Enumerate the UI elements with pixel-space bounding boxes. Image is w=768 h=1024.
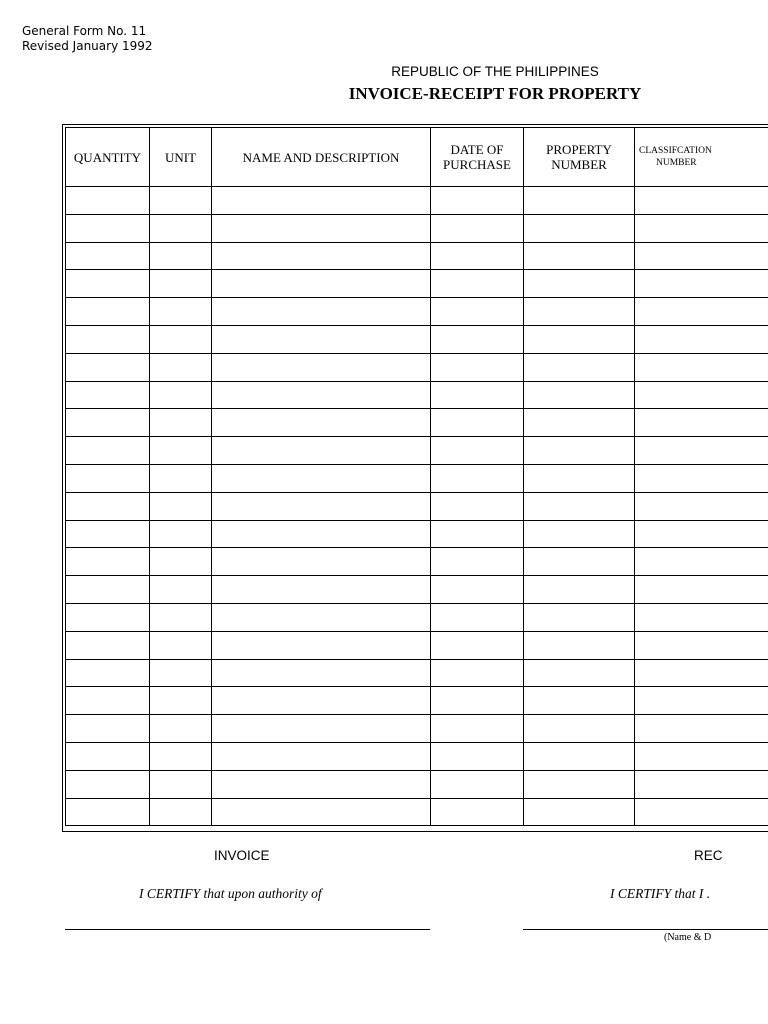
table-row xyxy=(66,298,768,326)
table-cell[interactable] xyxy=(524,520,635,548)
table-cell[interactable] xyxy=(431,520,524,548)
table-row xyxy=(66,576,768,604)
table-row xyxy=(66,520,768,548)
table-cell[interactable] xyxy=(150,742,212,770)
table-cell[interactable] xyxy=(431,492,524,520)
table-cell[interactable] xyxy=(66,353,150,381)
table-cell[interactable] xyxy=(635,548,768,576)
table-cell[interactable] xyxy=(524,381,635,409)
table-cell[interactable] xyxy=(66,520,150,548)
table-row xyxy=(66,631,768,659)
column-header-label: PURCHASE xyxy=(443,157,511,172)
table-cell[interactable] xyxy=(524,742,635,770)
table-cell[interactable] xyxy=(66,325,150,353)
table-cell[interactable] xyxy=(150,576,212,604)
receipt-signature-line xyxy=(523,929,768,930)
form-meta xyxy=(22,24,153,54)
table-cell[interactable] xyxy=(150,437,212,465)
table-cell[interactable] xyxy=(635,437,768,465)
invoice-heading: INVOICE xyxy=(214,848,270,863)
table-cell[interactable] xyxy=(212,409,431,437)
table-cell[interactable] xyxy=(524,270,635,298)
table-cell[interactable] xyxy=(212,214,431,242)
column-header-quantity xyxy=(66,128,150,187)
table-cell[interactable] xyxy=(150,520,212,548)
table-cell[interactable] xyxy=(635,687,768,715)
table-cell[interactable] xyxy=(431,353,524,381)
table-cell[interactable] xyxy=(524,325,635,353)
table-row xyxy=(66,270,768,298)
table-cell[interactable] xyxy=(524,214,635,242)
column-header-label: PROPERTY xyxy=(546,142,612,157)
table-cell[interactable] xyxy=(212,242,431,270)
table-cell[interactable] xyxy=(212,270,431,298)
table-cell[interactable] xyxy=(635,715,768,743)
table-cell[interactable] xyxy=(524,548,635,576)
table-cell[interactable] xyxy=(212,353,431,381)
table-cell[interactable] xyxy=(431,214,524,242)
table-cell[interactable] xyxy=(635,353,768,381)
table-row xyxy=(66,603,768,631)
table-cell[interactable] xyxy=(635,325,768,353)
table-cell[interactable] xyxy=(150,659,212,687)
table-cell[interactable] xyxy=(66,631,150,659)
form-number: General Form No. 11 xyxy=(22,24,147,38)
table-cell[interactable] xyxy=(150,214,212,242)
table-cell[interactable] xyxy=(524,687,635,715)
table-row xyxy=(66,242,768,270)
table-cell[interactable] xyxy=(150,381,212,409)
table-body xyxy=(66,187,768,826)
table-cell[interactable] xyxy=(431,409,524,437)
table-row xyxy=(66,325,768,353)
table-cell[interactable] xyxy=(150,242,212,270)
table-row xyxy=(66,214,768,242)
table-cell[interactable] xyxy=(150,548,212,576)
table-cell[interactable] xyxy=(212,298,431,326)
table-cell[interactable] xyxy=(66,715,150,743)
table-cell[interactable] xyxy=(150,409,212,437)
table-cell[interactable] xyxy=(150,270,212,298)
table-cell[interactable] xyxy=(524,631,635,659)
table-cell[interactable] xyxy=(431,270,524,298)
table-cell[interactable] xyxy=(635,381,768,409)
table-cell[interactable] xyxy=(431,715,524,743)
table-cell[interactable] xyxy=(66,742,150,770)
table-cell[interactable] xyxy=(431,798,524,826)
receipt-certify-text: I CERTIFY that I . xyxy=(610,886,711,901)
table-cell[interactable] xyxy=(635,409,768,437)
column-header-label: DATE OF xyxy=(450,142,504,157)
table-cell[interactable] xyxy=(150,353,212,381)
receipt-name-caption: (Name & D xyxy=(664,932,712,943)
table-cell[interactable] xyxy=(212,187,431,215)
table-cell[interactable] xyxy=(635,214,768,242)
column-header-label: CLASSIFCATION xyxy=(639,146,712,156)
table-cell[interactable] xyxy=(431,687,524,715)
table-cell[interactable] xyxy=(635,520,768,548)
table-cell[interactable] xyxy=(66,798,150,826)
table-cell[interactable] xyxy=(150,603,212,631)
invoice-certify-text: I CERTIFY that upon authority of xyxy=(139,886,322,901)
table-row xyxy=(66,437,768,465)
table-cell[interactable] xyxy=(212,437,431,465)
table-cell[interactable] xyxy=(635,576,768,604)
table-cell[interactable] xyxy=(431,770,524,798)
table-cell[interactable] xyxy=(212,770,431,798)
table-cell[interactable] xyxy=(212,659,431,687)
property-table xyxy=(65,127,768,826)
table-cell[interactable] xyxy=(66,576,150,604)
table-cell[interactable] xyxy=(66,659,150,687)
table-cell[interactable] xyxy=(212,715,431,743)
table-cell[interactable] xyxy=(431,437,524,465)
table-cell[interactable] xyxy=(524,409,635,437)
table-cell[interactable] xyxy=(212,603,431,631)
table-cell[interactable] xyxy=(150,715,212,743)
column-header-label: UNIT xyxy=(164,149,197,165)
table-cell[interactable] xyxy=(524,437,635,465)
column-header-date-of-purchase xyxy=(431,128,524,187)
table-cell[interactable] xyxy=(66,687,150,715)
table-cell[interactable] xyxy=(635,298,768,326)
table-cell[interactable] xyxy=(66,548,150,576)
republic-heading: REPUBLIC OF THE PHILIPPINES xyxy=(391,64,599,79)
column-header-label: NUMBER xyxy=(656,158,697,168)
table-cell[interactable] xyxy=(150,492,212,520)
table-cell[interactable] xyxy=(212,325,431,353)
table-cell[interactable] xyxy=(66,242,150,270)
table-cell[interactable] xyxy=(524,353,635,381)
table-cell[interactable] xyxy=(66,298,150,326)
table-cell[interactable] xyxy=(212,798,431,826)
table-cell[interactable] xyxy=(524,798,635,826)
table-row xyxy=(66,353,768,381)
table-cell[interactable] xyxy=(431,548,524,576)
table-cell[interactable] xyxy=(66,270,150,298)
table-cell[interactable] xyxy=(66,437,150,465)
table-cell[interactable] xyxy=(66,187,150,215)
table-cell[interactable] xyxy=(212,631,431,659)
table-cell[interactable] xyxy=(524,242,635,270)
table-cell[interactable] xyxy=(212,520,431,548)
table-cell[interactable] xyxy=(431,631,524,659)
table-cell[interactable] xyxy=(150,798,212,826)
table-row xyxy=(66,687,768,715)
table-cell[interactable] xyxy=(635,464,768,492)
table-cell[interactable] xyxy=(150,687,212,715)
table-cell[interactable] xyxy=(524,492,635,520)
table-cell[interactable] xyxy=(524,187,635,215)
table-header-row xyxy=(66,128,768,187)
table-cell[interactable] xyxy=(635,603,768,631)
table-cell[interactable] xyxy=(635,742,768,770)
table-cell[interactable] xyxy=(524,576,635,604)
column-header-name-description xyxy=(212,128,431,187)
table-cell[interactable] xyxy=(431,298,524,326)
table-cell[interactable] xyxy=(212,742,431,770)
table-cell[interactable] xyxy=(66,603,150,631)
table-row xyxy=(66,464,768,492)
table-cell[interactable] xyxy=(150,325,212,353)
table-cell[interactable] xyxy=(431,742,524,770)
table-cell[interactable] xyxy=(635,242,768,270)
table-row xyxy=(66,742,768,770)
table-cell[interactable] xyxy=(635,492,768,520)
table-row xyxy=(66,659,768,687)
table-cell[interactable] xyxy=(635,187,768,215)
table-cell[interactable] xyxy=(66,381,150,409)
table-cell[interactable] xyxy=(524,770,635,798)
table-cell[interactable] xyxy=(150,187,212,215)
table-cell[interactable] xyxy=(524,603,635,631)
table-cell[interactable] xyxy=(524,715,635,743)
table-row xyxy=(66,715,768,743)
table-row xyxy=(66,548,768,576)
table-cell[interactable] xyxy=(431,603,524,631)
receipt-heading: REC xyxy=(694,848,723,863)
table-cell[interactable] xyxy=(212,576,431,604)
table-cell[interactable] xyxy=(150,631,212,659)
table-cell[interactable] xyxy=(431,187,524,215)
column-header-classification-number xyxy=(635,128,768,187)
table-row xyxy=(66,770,768,798)
table-cell[interactable] xyxy=(212,548,431,576)
table-cell[interactable] xyxy=(635,270,768,298)
column-header-label: NAME AND DESCRIPTION xyxy=(242,149,400,165)
page-title: INVOICE-RECEIPT FOR PROPERTY xyxy=(348,84,642,103)
table-cell[interactable] xyxy=(66,492,150,520)
invoice-signature-line xyxy=(65,929,430,930)
table-cell[interactable] xyxy=(150,770,212,798)
table-row xyxy=(66,492,768,520)
column-header-label: NUMBER xyxy=(551,157,607,172)
table-cell[interactable] xyxy=(635,631,768,659)
table-cell[interactable] xyxy=(524,464,635,492)
table-cell[interactable] xyxy=(66,409,150,437)
table-cell[interactable] xyxy=(66,464,150,492)
table-cell[interactable] xyxy=(524,659,635,687)
table-cell[interactable] xyxy=(212,464,431,492)
column-header-label: QUANTITY xyxy=(73,149,142,165)
table-cell[interactable] xyxy=(635,798,768,826)
table-cell[interactable] xyxy=(431,576,524,604)
table-row xyxy=(66,381,768,409)
table-cell[interactable] xyxy=(212,492,431,520)
column-header-property-number xyxy=(524,128,635,187)
table-cell[interactable] xyxy=(150,298,212,326)
table-cell[interactable] xyxy=(431,659,524,687)
table-cell[interactable] xyxy=(431,242,524,270)
table-cell[interactable] xyxy=(66,770,150,798)
table-cell[interactable] xyxy=(635,770,768,798)
property-table-frame xyxy=(62,124,768,832)
table-row xyxy=(66,798,768,826)
table-cell[interactable] xyxy=(431,464,524,492)
table-cell[interactable] xyxy=(66,214,150,242)
revised-date: Revised January 1992 xyxy=(22,39,153,53)
table-row xyxy=(66,187,768,215)
table-row xyxy=(66,409,768,437)
table-cell[interactable] xyxy=(635,659,768,687)
table-cell[interactable] xyxy=(431,381,524,409)
table-cell[interactable] xyxy=(524,298,635,326)
table-cell[interactable] xyxy=(150,464,212,492)
table-cell[interactable] xyxy=(212,381,431,409)
column-header-unit xyxy=(150,128,212,187)
table-cell[interactable] xyxy=(212,687,431,715)
table-cell[interactable] xyxy=(431,325,524,353)
